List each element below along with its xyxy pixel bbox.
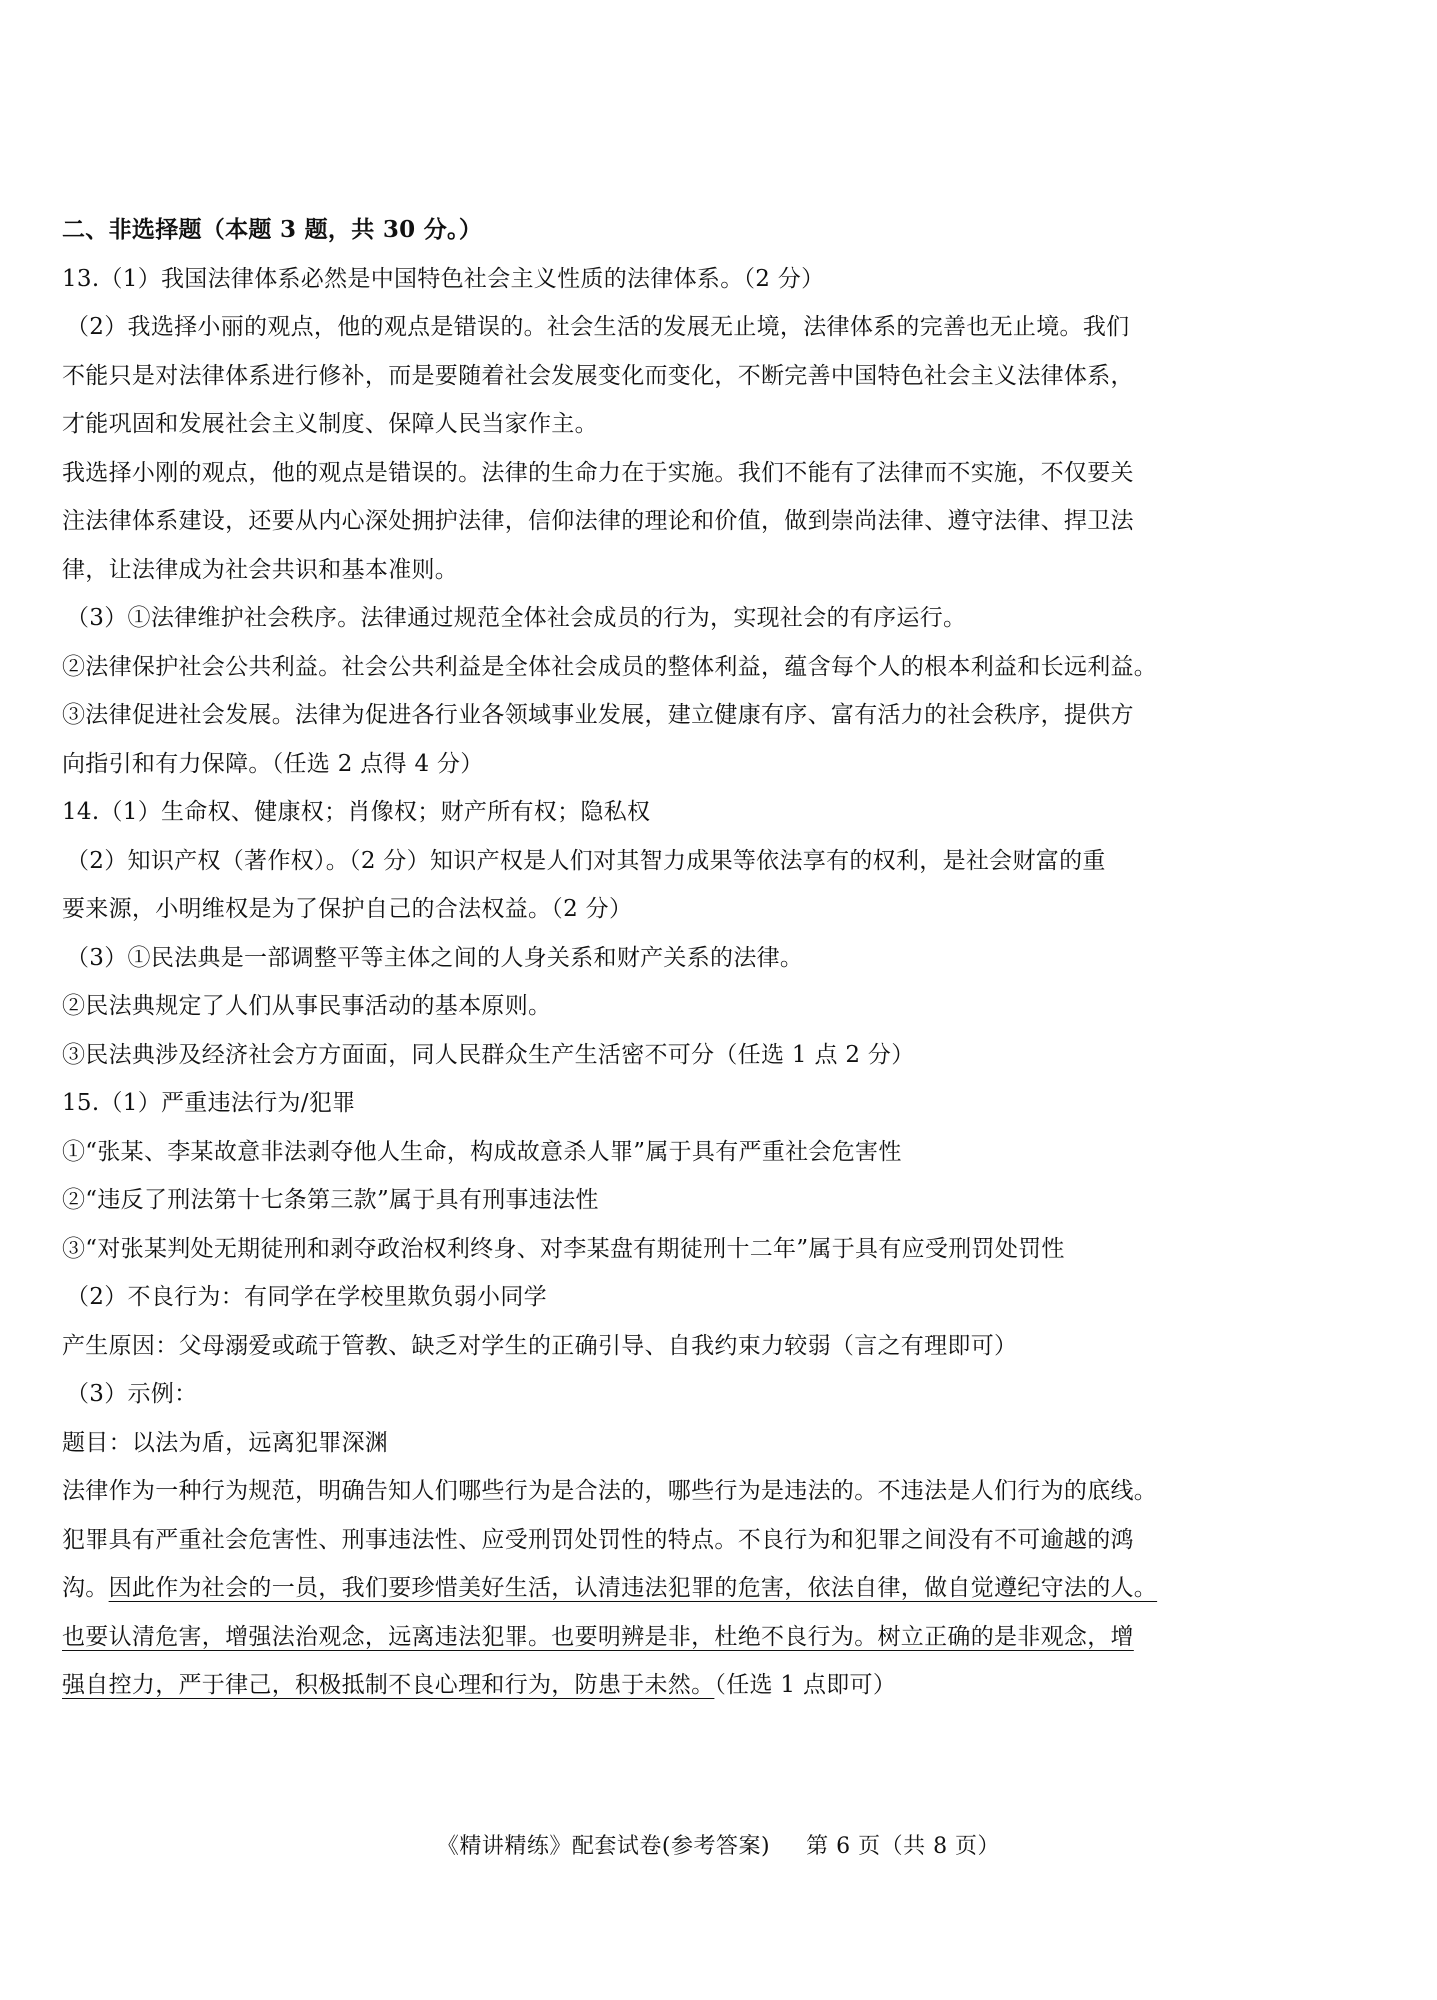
answer-line: ②民法典规定了人们从事民事活动的基本原则。 xyxy=(62,993,552,1019)
answer-line: 要来源，小明维权是为了保护自己的合法权益。（2 分） xyxy=(62,896,633,922)
essay-line xyxy=(62,1661,1202,1710)
essay-underlined-text: 因此作为社会的一员，我们要珍惜美好生活，认清违法犯罪的危害，依法自律，做自觉遵纪守法的人。 xyxy=(108,1575,1158,1601)
answer-line: ②“违反了刑法第十七条第三款”属于具有刑事违法性 xyxy=(62,1187,599,1213)
essay-plain-text: 沟。 xyxy=(62,1575,109,1601)
footer-book-title: 《精讲精练》配套试卷(参考答案) xyxy=(436,1834,771,1859)
answer-line: 向指引和有力保障。（任选 2 点得 4 分） xyxy=(62,750,484,777)
footer-page-number: 第 6 页（共 8 页） xyxy=(806,1834,1001,1859)
answer-line: （2）不良行为：有同学在学校里欺负弱小同学 xyxy=(66,1284,547,1310)
page-footer xyxy=(0,1832,1437,1862)
answer-line: （2）我选择小丽的观点，他的观点是错误的。社会生活的发展无止境，法律体系的完善也无止境。我们 xyxy=(66,314,1130,340)
section-heading: 二、非选择题（本题 3 题，共 30 分。） xyxy=(62,216,483,243)
answer-line: 法律作为一种行为规范，明确告知人们哪些行为是合法的，哪些行为是违法的。不违法是人们行为的底线。 xyxy=(62,1478,1158,1504)
answer-line: 13.（1）我国法律体系必然是中国特色社会主义性质的法律体系。（2 分） xyxy=(62,265,825,292)
essay-line xyxy=(62,1564,1202,1613)
essay-plain-text: （任选 1 点即可） xyxy=(714,1672,897,1698)
answer-line: 律，让法律成为社会共识和基本准则。 xyxy=(62,556,459,583)
essay-underlined-text: 也要认清危害，增强法治观念，远离违法犯罪。也要明辨是非，杜绝不良行为。树立正确的是非观念，增 xyxy=(62,1623,1134,1650)
answer-line: （3）①法律维护社会秩序。法律通过规范全体社会成员的行为，实现社会的有序运行。 xyxy=(66,605,967,631)
answer-line: ③“对张某判处无期徒刑和剥夺政治权利终身、对李某盘有期徒刑十二年”属于具有应受刑罚处罚性 xyxy=(62,1235,1065,1262)
answer-line: 产生原因：父母溺爱或疏于管教、缺乏对学生的正确引导、自我约束力较弱（言之有理即可） xyxy=(62,1332,1018,1359)
essay-line xyxy=(62,1613,1202,1662)
essay-underlined-text: 强自控力，严于律己，积极抵制不良心理和行为，防患于未然。 xyxy=(62,1672,715,1698)
answer-line: 题目：以法为盾，远离犯罪深渊 xyxy=(62,1429,389,1456)
answer-line: ③法律促进社会发展。法律为促进各行业各领域事业发展，建立健康有序、富有活力的社会秩序，提供方 xyxy=(62,702,1134,728)
answer-line: ①“张某、李某故意非法剥夺他人生命，构成故意杀人罪”属于具有严重社会危害性 xyxy=(62,1138,902,1165)
answer-line: 不能只是对法律体系进行修补，而是要随着社会发展变化而变化，不断完善中国特色社会主义法律体系， xyxy=(62,362,1134,389)
answer-line: 15.（1）严重违法行为/犯罪 xyxy=(62,1090,356,1116)
answer-line: 犯罪具有严重社会危害性、刑事违法性、应受刑罚处罚性的特点。不良行为和犯罪之间没有不可逾越的鸿 xyxy=(62,1526,1134,1553)
answer-line: 注法律体系建设，还要从内心深处拥护法律，信仰法律的理论和价值，做到崇尚法律、遵守法律、捍卫法 xyxy=(62,508,1134,534)
answer-line: ③民法典涉及经济社会方方面面，同人民群众生产生活密不可分（任选 1 点 2 分） xyxy=(62,1041,915,1068)
answer-line: （3）示例： xyxy=(66,1381,198,1407)
answer-line: 我选择小刚的观点，他的观点是错误的。法律的生命力在于实施。我们不能有了法律而不实施，不仅要关 xyxy=(62,459,1134,486)
answer-line: 14.（1）生命权、健康权；肖像权；财产所有权；隐私权 xyxy=(62,799,651,825)
answer-line: 才能巩固和发展社会主义制度、保障人民当家作主。 xyxy=(62,411,598,437)
answer-line: ②法律保护社会公共利益。社会公共利益是全体社会成员的整体利益，蕴含每个人的根本利益和长远利益。 xyxy=(62,653,1158,680)
answer-line: （3）①民法典是一部调整平等主体之间的人身关系和财产关系的法律。 xyxy=(66,944,804,971)
answer-content xyxy=(62,206,1202,1710)
answer-line: （2）知识产权（著作权）。（2 分）知识产权是人们对其智力成果等依法享有的权利，是社会财富的重 xyxy=(66,847,1106,874)
